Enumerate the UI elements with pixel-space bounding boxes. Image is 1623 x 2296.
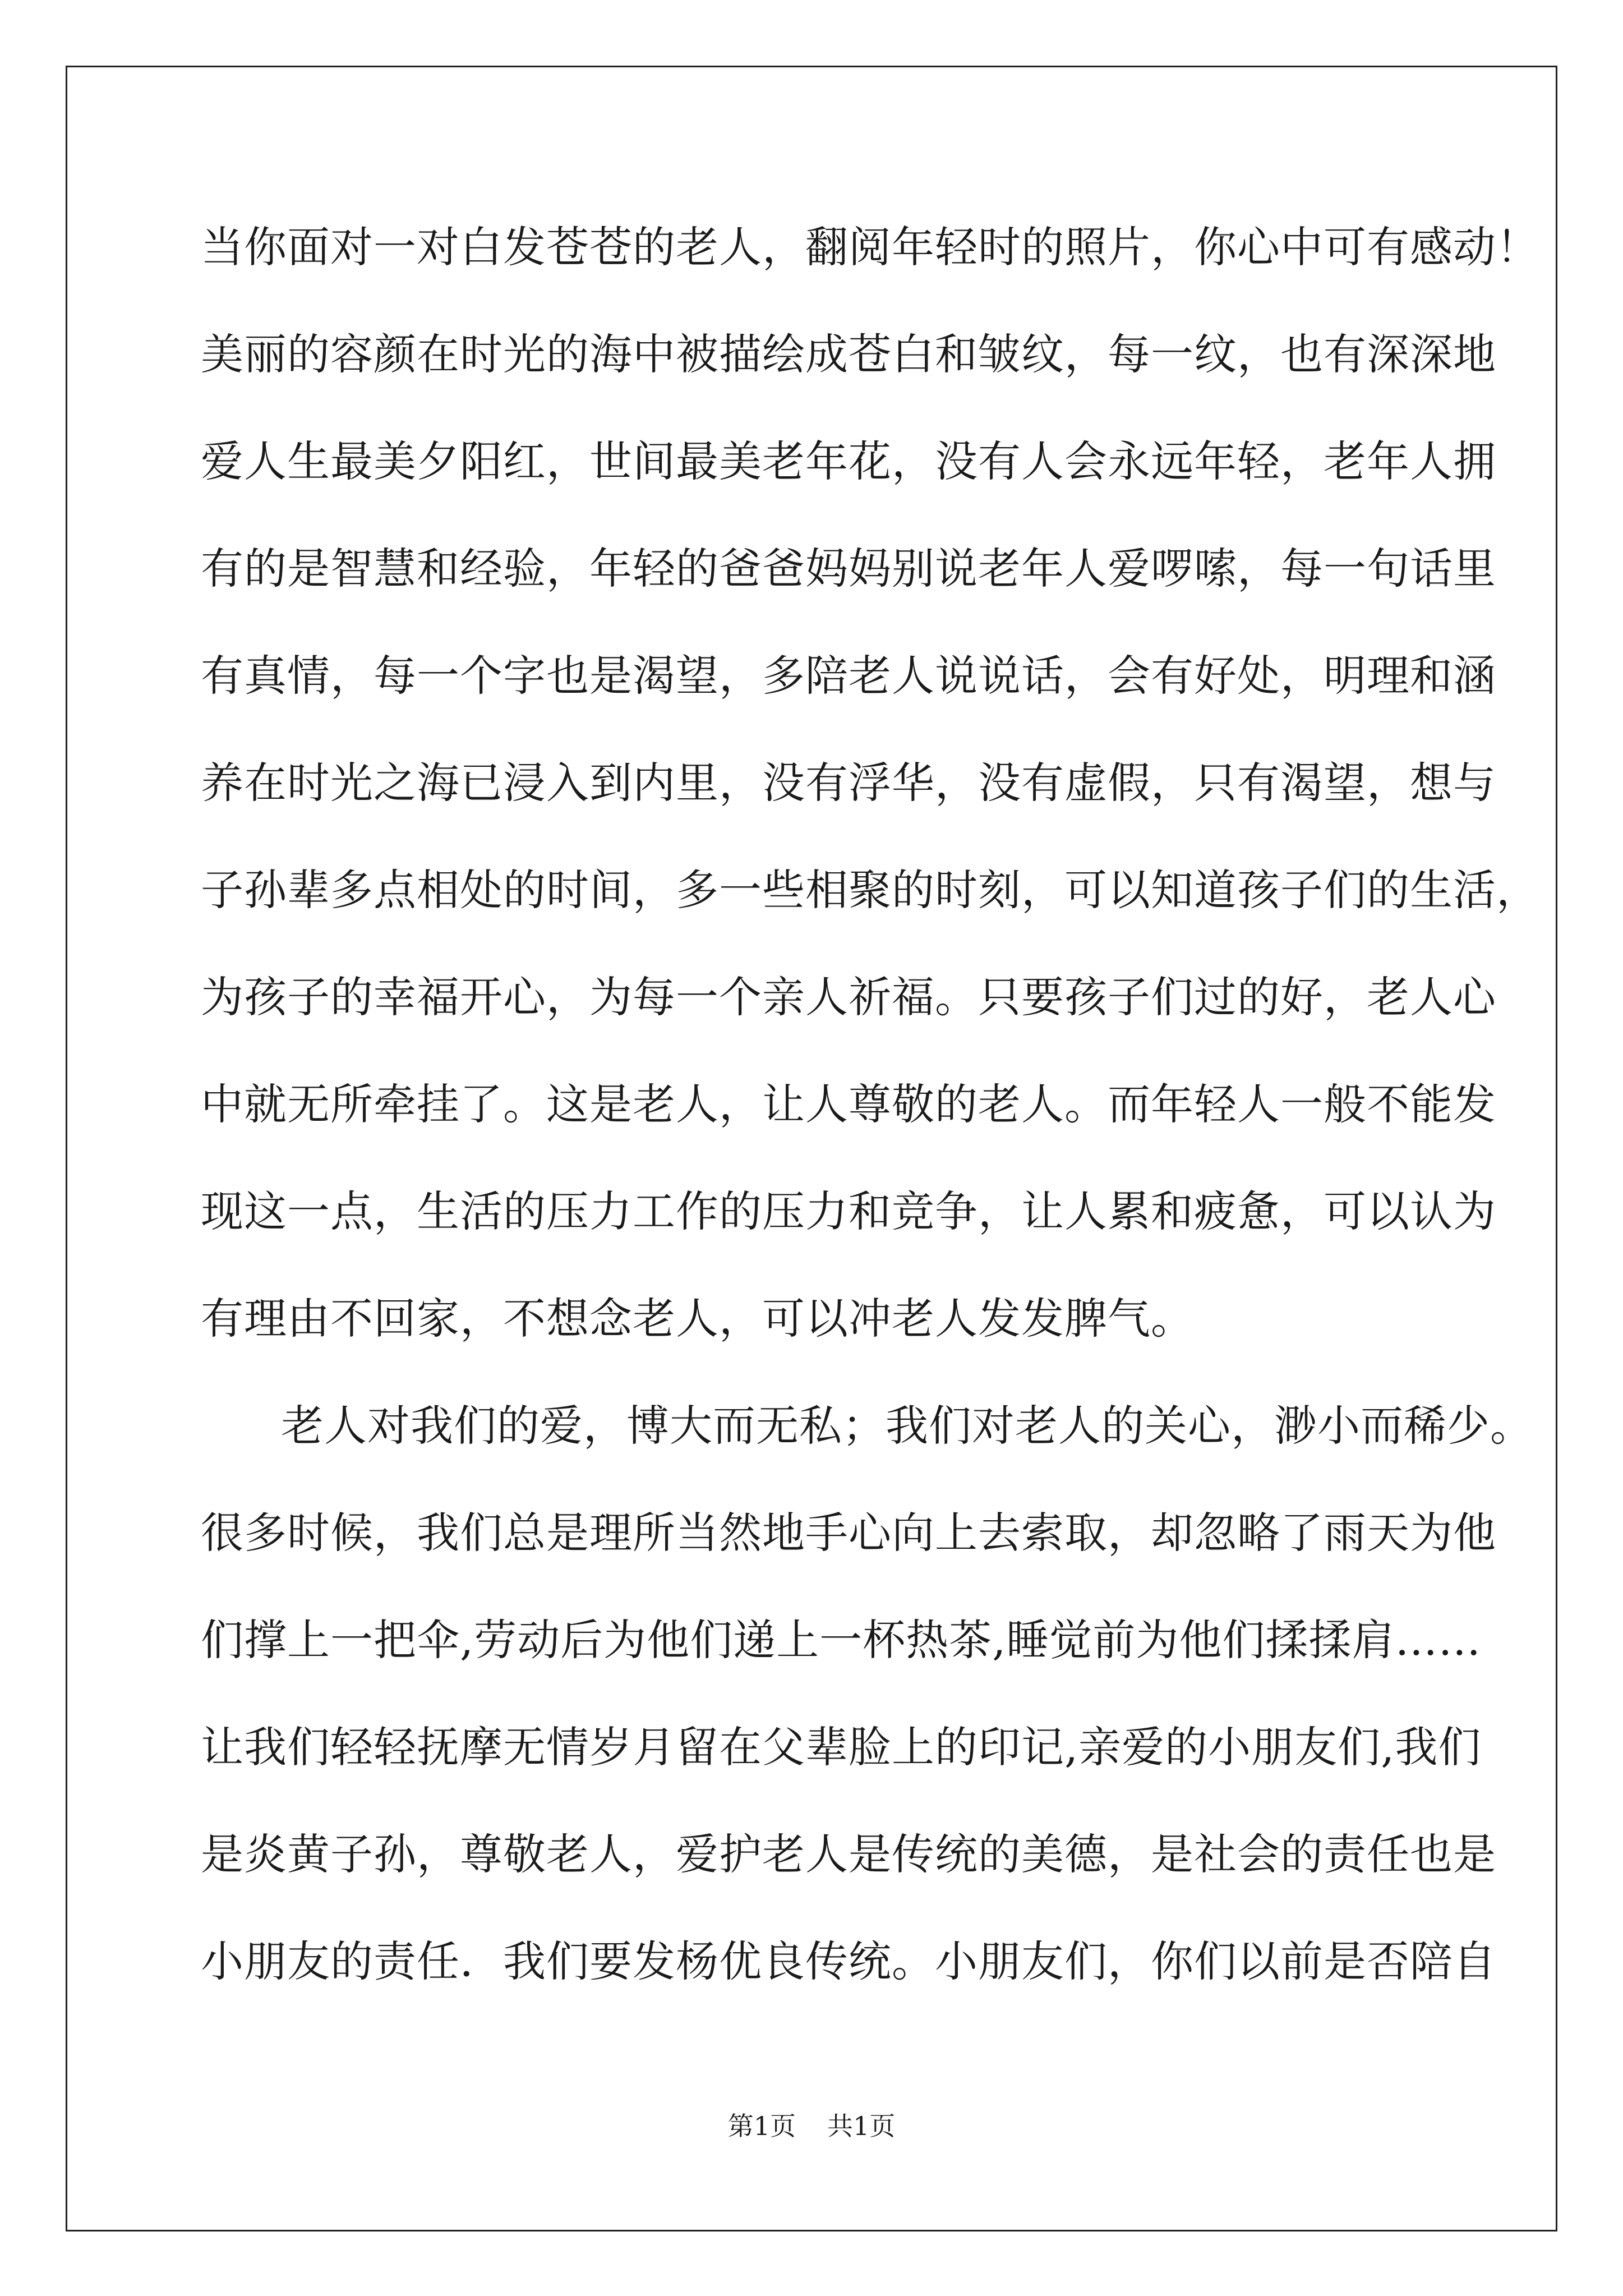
- text-line: 有真情，每一个字也是渴望，多陪老人说说话，会有好处，明理和涵: [201, 651, 1496, 701]
- page-number: 第1页: [727, 2111, 796, 2141]
- document-body: [201, 194, 1539, 2015]
- text-line: 是炎黄子孙，尊敬老人，爱护老人是传统的美德，是社会的责任也是: [201, 1829, 1496, 1879]
- text-line: 现这一点，生活的压力工作的压力和竞争，让人累和疲惫，可以认为: [201, 1186, 1496, 1236]
- paragraph-first-line: 老人对我们的爱，博大而无私；我们对老人的关心，渺小而稀少。: [281, 1401, 1533, 1451]
- page-total: 共1页: [827, 2111, 896, 2141]
- text-line: 为孩子的幸福开心，为每一个亲人祈福。只要孩子们过的好，老人心: [201, 972, 1496, 1022]
- page-footer: [0, 2109, 1623, 2143]
- text-line: 很多时候，我们总是理所当然地手心向上去索取，却忽略了雨天为他: [201, 1508, 1496, 1558]
- text-line: 有理由不回家，不想念老人，可以冲老人发发脾气。: [201, 1294, 1194, 1343]
- text-line: 当你面对一对白发苍苍的老人，翻阅年轻时的照片，你心中可有感动！: [201, 222, 1539, 272]
- text-line: 中就无所牵挂了。这是老人，让人尊敬的老人。而年轻人一般不能发: [201, 1079, 1496, 1129]
- text-line: 有的是智慧和经验，年轻的爸爸妈妈别说老年人爱啰嗦，每一句话里: [201, 544, 1496, 593]
- text-line: 子孙辈多点相处的时间，多一些相聚的时刻，可以知道孩子们的生活，: [201, 865, 1539, 915]
- text-line: 美丽的容颜在时光的海中被描绘成苍白和皱纹，每一纹，也有深深地: [201, 329, 1496, 379]
- text-line: 让我们轻轻抚摩无情岁月留在父辈脸上的印记,亲爱的小朋友们,我们: [201, 1722, 1482, 1772]
- text-line: 爱人生最美夕阳红，世间最美老年花，没有人会永远年轻，老年人拥: [201, 436, 1496, 486]
- text-line: 们撑上一把伞,劳动后为他们递上一杯热茶,睡觉前为他们揉揉肩……: [201, 1615, 1482, 1665]
- text-line: 养在时光之海已浸入到内里，没有浮华，没有虚假，只有渴望，想与: [201, 758, 1496, 808]
- text-line: 小朋友的责任．我们要发杨优良传统。小朋友们，你们以前是否陪自: [201, 1936, 1496, 1986]
